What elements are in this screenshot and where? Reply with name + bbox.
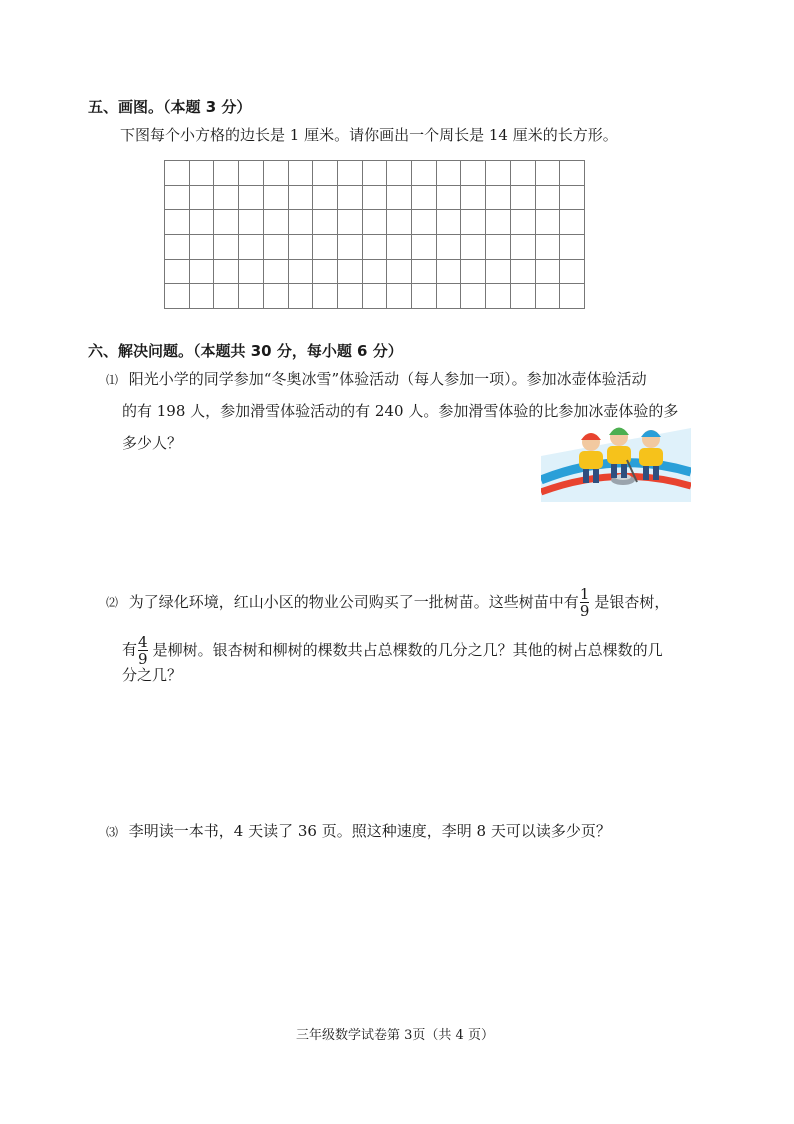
grid-cell[interactable] <box>412 210 437 235</box>
grid-cell[interactable] <box>511 260 536 285</box>
grid-cell[interactable] <box>363 161 388 186</box>
grid-cell[interactable] <box>289 210 314 235</box>
grid-cell[interactable] <box>437 260 462 285</box>
question-2-line-3: 分之几？ <box>122 666 183 684</box>
grid-cell[interactable] <box>437 284 462 309</box>
grid-cell[interactable] <box>511 235 536 260</box>
question-2-line-2-start: 有 <box>122 640 138 659</box>
grid-cell[interactable] <box>214 235 239 260</box>
grid-cell[interactable] <box>289 260 314 285</box>
grid-cell[interactable] <box>239 161 264 186</box>
grid-cell[interactable] <box>387 210 412 235</box>
grid-cell[interactable] <box>363 235 388 260</box>
question-1-line-1: 阳光小学的同学参加“冬奥冰雪”体验活动（每人参加一项）。参加冰壶体验活动 <box>128 370 647 388</box>
fraction-four-ninths <box>138 634 148 667</box>
grid-cell[interactable] <box>560 186 585 211</box>
grid-cell[interactable] <box>363 284 388 309</box>
grid-cell[interactable] <box>511 210 536 235</box>
grid-cell[interactable] <box>363 260 388 285</box>
grid-cell[interactable] <box>486 210 511 235</box>
grid-cell[interactable] <box>486 161 511 186</box>
grid-cell[interactable] <box>239 186 264 211</box>
grid-cell[interactable] <box>313 210 338 235</box>
grid-cell[interactable] <box>511 161 536 186</box>
grid-cell[interactable] <box>536 210 561 235</box>
grid-cell[interactable] <box>214 161 239 186</box>
question-2-line-1-end: 是银杏树， <box>594 592 670 611</box>
grid-cell[interactable] <box>289 161 314 186</box>
grid-cell[interactable] <box>511 186 536 211</box>
grid-cell[interactable] <box>190 161 215 186</box>
grid-cell[interactable] <box>387 235 412 260</box>
grid-cell[interactable] <box>437 235 462 260</box>
fraction-1-denominator: 9 <box>579 602 590 620</box>
grid-cell[interactable] <box>461 235 486 260</box>
section-6-title: 六、解决问题。（本题共 30 分，每小题 6 分） <box>88 342 403 360</box>
grid-cell[interactable] <box>560 235 585 260</box>
drawing-grid[interactable] <box>164 160 585 309</box>
question-1 <box>106 372 647 388</box>
grid-cell[interactable] <box>190 210 215 235</box>
grid-cell[interactable] <box>387 161 412 186</box>
grid-cell[interactable] <box>264 161 289 186</box>
grid-cell[interactable] <box>536 186 561 211</box>
grid-cell[interactable] <box>461 161 486 186</box>
grid-cell[interactable] <box>264 235 289 260</box>
grid-cell[interactable] <box>165 235 190 260</box>
grid-cell[interactable] <box>560 284 585 309</box>
grid-cell[interactable] <box>338 235 363 260</box>
grid-cell[interactable] <box>387 284 412 309</box>
question-1-line-3: 多少人？ <box>122 434 183 452</box>
grid-cell[interactable] <box>363 210 388 235</box>
grid-cell[interactable] <box>313 284 338 309</box>
grid-cell[interactable] <box>412 161 437 186</box>
grid-cell[interactable] <box>338 260 363 285</box>
question-3-number: ⑶ <box>106 825 119 839</box>
grid-cell[interactable] <box>461 260 486 285</box>
grid-cell[interactable] <box>338 161 363 186</box>
section-5-instruction: 下图每个小方格的边长是 1 厘米。请你画出一个周长是 14 厘米的长方形。 <box>120 126 618 144</box>
grid-cell[interactable] <box>239 284 264 309</box>
grid-cell[interactable] <box>239 210 264 235</box>
fraction-one-ninth <box>580 586 590 619</box>
grid-cell[interactable] <box>412 186 437 211</box>
grid-cell[interactable] <box>387 260 412 285</box>
question-2 <box>106 586 669 619</box>
grid-cell[interactable] <box>437 161 462 186</box>
grid-cell[interactable] <box>461 186 486 211</box>
fraction-2-denominator: 9 <box>138 650 148 668</box>
fraction-1-numerator: 1 <box>579 585 590 603</box>
grid-cell[interactable] <box>214 284 239 309</box>
grid-cell[interactable] <box>338 186 363 211</box>
grid-cell[interactable] <box>461 284 486 309</box>
grid-cell[interactable] <box>560 260 585 285</box>
grid-cell[interactable] <box>412 235 437 260</box>
grid-cell[interactable] <box>214 186 239 211</box>
question-3-text: 李明读一本书，4 天读了 36 页。照这种速度，李明 8 天可以读多少页？ <box>128 822 611 840</box>
grid-cell[interactable] <box>437 210 462 235</box>
curling-illustration <box>541 420 691 502</box>
grid-cell[interactable] <box>412 284 437 309</box>
grid-cell[interactable] <box>190 284 215 309</box>
question-1-line-2: 的有 198 人，参加滑雪体验活动的有 240 人。参加滑雪体验的比参加冰壶体验的多 <box>122 402 679 420</box>
grid-cell[interactable] <box>165 186 190 211</box>
grid-cell[interactable] <box>214 210 239 235</box>
section-5-title: 五、画图。（本题 3 分） <box>88 98 252 116</box>
grid-cell[interactable] <box>338 284 363 309</box>
grid-cell[interactable] <box>190 235 215 260</box>
grid-cell[interactable] <box>536 235 561 260</box>
question-2-line-1-start: 为了绿化环境，红山小区的物业公司购买了一批树苗。这些树苗中有 <box>128 592 579 611</box>
grid-cell[interactable] <box>313 186 338 211</box>
question-2-line-2 <box>122 634 663 667</box>
grid-cell[interactable] <box>165 210 190 235</box>
grid-cell[interactable] <box>313 260 338 285</box>
grid-cell[interactable] <box>289 186 314 211</box>
question-3 <box>106 824 611 840</box>
question-2-number: ⑵ <box>106 595 119 610</box>
grid-cell[interactable] <box>486 186 511 211</box>
grid-cell[interactable] <box>289 235 314 260</box>
grid-cell[interactable] <box>511 284 536 309</box>
grid-cell[interactable] <box>264 284 289 309</box>
grid-cell[interactable] <box>165 284 190 309</box>
grid-cell[interactable] <box>239 235 264 260</box>
page-footer: 三年级数学试卷第 3页（共 4 页） <box>296 1028 494 1043</box>
grid-cell[interactable] <box>190 186 215 211</box>
grid-cell[interactable] <box>536 161 561 186</box>
grid-cell[interactable] <box>560 210 585 235</box>
grid-cell[interactable] <box>387 186 412 211</box>
grid-cell[interactable] <box>190 260 215 285</box>
grid-cell[interactable] <box>264 186 289 211</box>
grid-cell[interactable] <box>264 210 289 235</box>
grid-cell[interactable] <box>165 260 190 285</box>
grid-cell[interactable] <box>536 260 561 285</box>
grid-cell[interactable] <box>264 260 289 285</box>
question-2-line-2-end: 是柳树。银杏树和柳树的棵数共占总棵数的几分之几？其他的树占总棵数的几 <box>152 640 663 659</box>
grid-cell[interactable] <box>486 260 511 285</box>
grid-cell[interactable] <box>412 260 437 285</box>
grid-cell[interactable] <box>289 284 314 309</box>
grid-cell[interactable] <box>536 284 561 309</box>
grid-cell[interactable] <box>486 284 511 309</box>
grid-cell[interactable] <box>313 235 338 260</box>
question-1-number: ⑴ <box>106 373 119 387</box>
grid-cell[interactable] <box>560 161 585 186</box>
grid-cell[interactable] <box>165 161 190 186</box>
grid-cell[interactable] <box>461 210 486 235</box>
grid-cell[interactable] <box>486 235 511 260</box>
grid-cell[interactable] <box>239 260 264 285</box>
fraction-2-numerator: 4 <box>138 633 148 651</box>
grid-cell[interactable] <box>338 210 363 235</box>
grid-cell[interactable] <box>214 260 239 285</box>
grid-cell[interactable] <box>363 186 388 211</box>
grid-cell[interactable] <box>437 186 462 211</box>
grid-cell[interactable] <box>313 161 338 186</box>
